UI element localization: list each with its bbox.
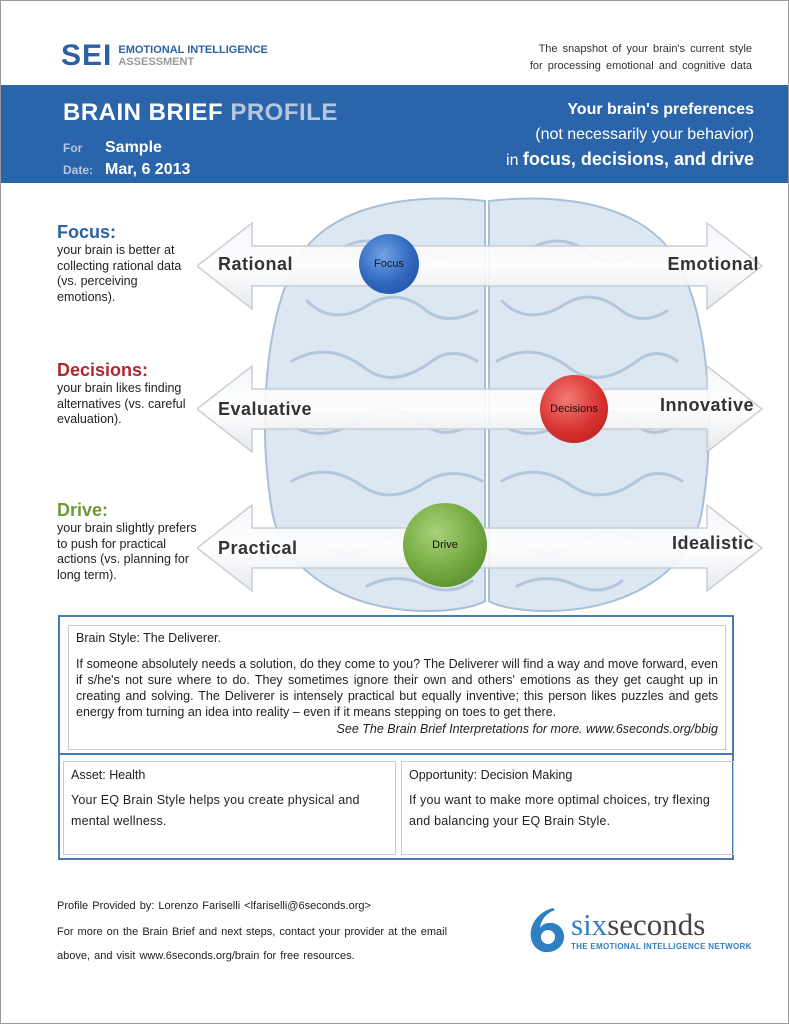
asset-title: Asset: Health <box>71 768 146 782</box>
panel-divider <box>60 753 732 755</box>
drive-description <box>57 499 197 583</box>
focus-text: your brain is better at collecting rational data (vs. perceiving emotions). <box>57 243 182 304</box>
pref-line-1: Your brain's preferences <box>567 101 754 118</box>
report-title <box>63 99 338 127</box>
title-part-1: BRAIN BRIEF <box>63 99 224 126</box>
decisions-marker: Decisions <box>540 375 608 443</box>
provider-line: Profile Provided by: Lorenzo Fariselli <lfariselli@6seconds.org> <box>57 900 371 912</box>
drive-marker: Drive <box>403 503 487 587</box>
preferences-statement <box>506 97 754 173</box>
brain-style-more-link: See The Brain Brief Interpretations for more. www.6seconds.org/bbig <box>336 722 718 736</box>
title-part-2: PROFILE <box>230 99 338 126</box>
decisions-heading: Decisions: <box>57 360 149 380</box>
logo-line-2: ASSESSMENT <box>118 56 195 68</box>
brain-style-title: Brain Style: The Deliverer. <box>76 631 221 645</box>
focus-heading: Focus: <box>57 222 117 242</box>
report-meta <box>63 137 190 181</box>
footer-text <box>57 894 477 968</box>
brand-name-a: six <box>571 907 608 942</box>
axis-label-rational: Rational <box>218 254 294 274</box>
drive-heading: Drive: <box>57 500 109 520</box>
brain-style-box <box>68 625 726 750</box>
for-value: Sample <box>105 139 162 156</box>
axis-label-evaluative: Evaluative <box>218 399 313 419</box>
six-seconds-logo-icon <box>527 906 567 954</box>
drive-text: your brain slightly prefers to push for practical actions (vs. planning for long term). <box>57 521 197 582</box>
axis-label-innovative: Innovative <box>659 395 754 415</box>
decisions-text: your brain likes finding alternatives (vs. careful evaluation). <box>57 381 186 426</box>
tagline <box>530 41 752 75</box>
opportunity-body: If you want to make more optimal choices, try flexing and balancing your EQ Brain Style. <box>409 793 710 828</box>
logo-line-1: EMOTIONAL INTELLIGENCE <box>118 44 268 56</box>
decisions-description <box>57 359 197 428</box>
for-label: For <box>63 141 83 155</box>
header-banner <box>1 85 788 183</box>
asset-body: Your EQ Brain Style helps you create physical and mental wellness. <box>71 793 360 828</box>
opportunity-box <box>401 761 734 855</box>
focus-description <box>57 221 197 305</box>
date-label: Date: <box>63 163 94 177</box>
brain-style-body: If someone absolutely needs a solution, do they come to you? The Deliverer will find a way and move forward, even if s/he's not sure where to do. They sometimes ignore their own and others' emotions as they get caught up in creating and solving. The Deliverer is intensely practical but equally inventive; this person likes puzzles and gets energy from turning an idea into reality – even if it means stepping on toes to get there. <box>76 657 718 719</box>
pref-line-3-main: focus, decisions, and drive <box>522 149 754 169</box>
brain-style-panel <box>58 615 734 860</box>
brand-tagline: THE EMOTIONAL INTELLIGENCE NETWORK <box>571 942 752 951</box>
asset-box <box>63 761 396 855</box>
opportunity-title: Opportunity: Decision Making <box>409 768 573 782</box>
brand-name-b: seconds <box>607 907 706 942</box>
brand-name <box>571 909 752 941</box>
axis-label-practical: Practical <box>218 538 298 558</box>
axis-label-emotional: Emotional <box>667 254 759 274</box>
brain-graphic <box>197 191 777 616</box>
sei-logo-mark: SEI <box>61 39 113 72</box>
date-value: Mar, 6 2013 <box>105 161 191 178</box>
sei-logo <box>61 41 268 71</box>
pref-line-2: (not necessarily your behavior) <box>535 126 754 143</box>
footer-more-info: For more on the Brain Brief and next steps, contact your provider at the email above, and visit www.6seconds.org/brain for free resources. <box>57 926 448 962</box>
tagline-line-2: for processing emotional and cognitive data <box>529 60 752 72</box>
focus-marker: Focus <box>359 234 419 294</box>
six-seconds-logo <box>527 906 752 954</box>
axis-label-idealistic: Idealistic <box>671 533 754 553</box>
pref-line-3-prefix: in <box>506 152 519 169</box>
tagline-line-1: The snapshot of your brain's current style <box>538 43 752 55</box>
